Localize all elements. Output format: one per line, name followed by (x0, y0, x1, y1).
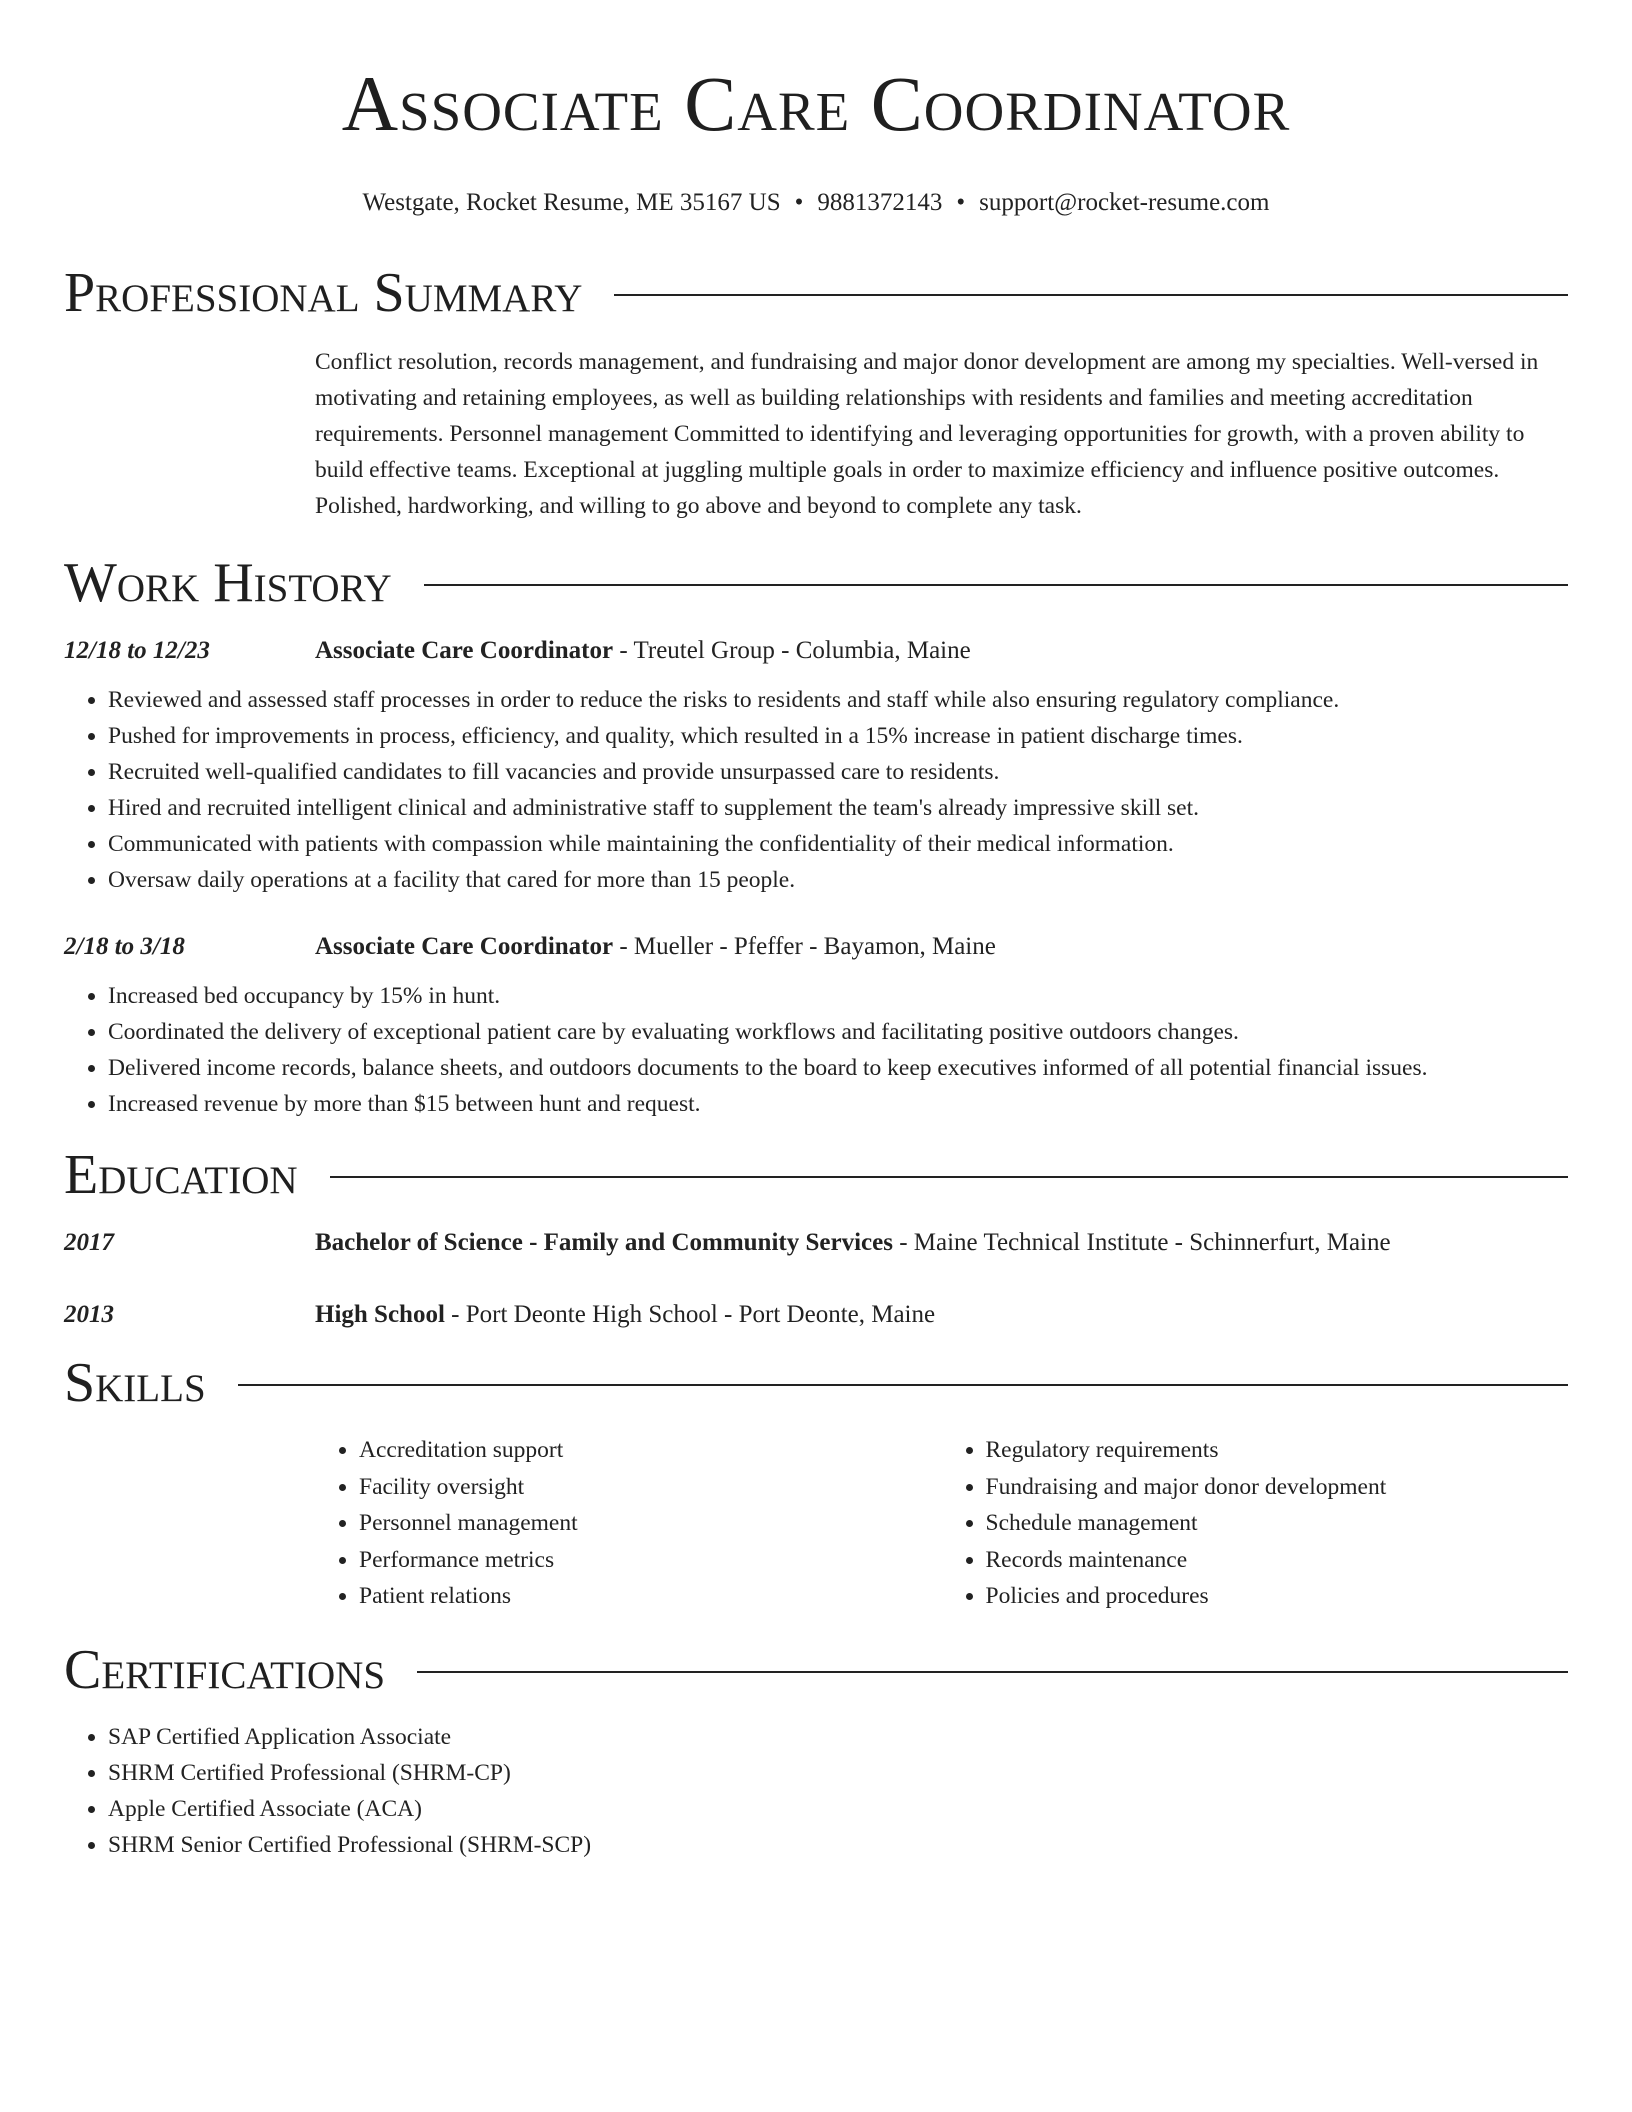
summary-section-header (64, 260, 1568, 326)
section-divider (330, 1176, 1568, 1178)
contact-separator: • (794, 189, 804, 216)
list-item: • Recruited well-qualified candidates to fill vacancies and provide unsurpassed care to residents. (108, 754, 1568, 790)
section-divider (238, 1384, 1568, 1386)
job-entry (64, 930, 1568, 1122)
skills-column-left (315, 1432, 942, 1615)
education-year: 2013 (64, 1301, 114, 1328)
education-year: 2017 (64, 1229, 114, 1256)
list-item: • SAP Certified Application Associate (108, 1719, 1568, 1755)
education-section-header (64, 1142, 1568, 1208)
job-dates: 12/18 to 12/23 (64, 637, 210, 664)
list-item: • Reviewed and assessed staff processes in order to reduce the risks to residents and staff while also ensuring regulatory compliance. (108, 682, 1568, 718)
list-item: • Communicated with patients with compassion while maintaining the confidentiality of their medical information. (108, 826, 1568, 862)
list-item: • Coordinated the delivery of exceptional patient care by evaluating workflows and facilitating positive outdoors changes. (108, 1014, 1568, 1050)
skills-list (315, 1432, 1568, 1615)
contact-line (64, 188, 1568, 218)
list-item: • Delivered income records, balance sheets, and outdoors documents to the board to keep executives informed of all potential financial issues. (108, 1050, 1568, 1086)
list-item: • Personnel management (359, 1505, 942, 1542)
list-item: • Policies and procedures (986, 1578, 1569, 1615)
section-title: Work History (64, 552, 392, 614)
education-entry (64, 1226, 1568, 1260)
certifications-section-header (64, 1637, 1568, 1703)
contact-email: support@rocket-resume.com (979, 189, 1270, 216)
education-line (315, 1298, 1568, 1332)
work-history-section-header (64, 550, 1568, 616)
education-degree: High School (315, 1301, 445, 1328)
list-item: • SHRM Certified Professional (SHRM-CP) (108, 1755, 1568, 1791)
contact-phone: 9881372143 (817, 189, 943, 216)
skills-column-right (942, 1432, 1569, 1615)
list-item: • Fundraising and major donor development (986, 1469, 1569, 1506)
list-item: • Facility oversight (359, 1469, 942, 1506)
list-item: • Patient relations (359, 1578, 942, 1615)
section-title: Professional Summary (64, 262, 583, 324)
candidate-name: Associate Care Coordinator (341, 60, 1291, 147)
education-school: - Port Deonte High School - Port Deonte, Maine (444, 1301, 936, 1328)
list-item: • Accreditation support (359, 1432, 942, 1469)
job-entry (64, 634, 1568, 898)
job-dates: 2/18 to 3/18 (64, 933, 185, 960)
job-heading (64, 930, 1568, 964)
list-item: • Oversaw daily operations at a facility that cared for more than 15 people. (108, 862, 1568, 898)
list-item: • Increased bed occupancy by 15% in hunt. (108, 978, 1568, 1014)
job-employer: - Treutel Group - Columbia, Maine (613, 637, 971, 664)
list-item: • Pushed for improvements in process, efficiency, and quality, which resulted in a 15% increase in patient discharge times. (108, 718, 1568, 754)
education-entry (64, 1298, 1568, 1332)
job-bullets (64, 682, 1568, 898)
list-item: • Increased revenue by more than $15 between hunt and request. (108, 1086, 1568, 1122)
section-title: Skills (64, 1352, 206, 1414)
section-title: Certifications (64, 1638, 386, 1701)
contact-address: Westgate, Rocket Resume, ME 35167 US (362, 189, 781, 216)
job-title: Associate Care Coordinator (315, 637, 614, 664)
job-heading (64, 634, 1568, 668)
list-item: • Regulatory requirements (986, 1432, 1569, 1469)
list-item: • Records maintenance (986, 1542, 1569, 1579)
list-item: • Performance metrics (359, 1542, 942, 1579)
section-title: Education (64, 1144, 298, 1206)
job-employer: - Mueller - Pfeffer - Bayamon, Maine (613, 933, 996, 960)
section-divider (424, 584, 1568, 586)
job-title-line (315, 930, 1568, 964)
list-item: • Schedule management (986, 1505, 1569, 1542)
list-item: • SHRM Senior Certified Professional (SHRM-SCP) (108, 1827, 1568, 1863)
section-divider (614, 294, 1568, 296)
job-bullets (64, 978, 1568, 1122)
summary-text: Conflict resolution, records management, and fundraising and major donor development are among my specialties. Well-versed in motivating and retaining employees, as well as building relationships with residents and families and meeting accreditation requirements. Personnel management Committed to identifying and leveraging opportunities for growth, with a proven ability to build effective teams. Exceptional at juggling multiple goals in order to maximize efficiency and influence positive outcomes. Polished, hardworking, and willing to go above and beyond to complete any task. (315, 349, 1539, 519)
certifications-list (64, 1719, 1568, 1863)
skills-section-header (64, 1350, 1568, 1416)
job-title: Associate Care Coordinator (315, 933, 614, 960)
section-divider (417, 1671, 1568, 1673)
contact-separator: • (956, 189, 966, 216)
education-line (315, 1226, 1568, 1260)
list-item: • Hired and recruited intelligent clinical and administrative staff to supplement the team's already impressive skill set. (108, 790, 1568, 826)
list-item: • Apple Certified Associate (ACA) (108, 1791, 1568, 1827)
job-title-line (315, 634, 1568, 668)
education-degree: Bachelor of Science - Family and Community Services (315, 1229, 893, 1256)
education-school: - Maine Technical Institute - Schinnerfurt, Maine (892, 1229, 1391, 1256)
